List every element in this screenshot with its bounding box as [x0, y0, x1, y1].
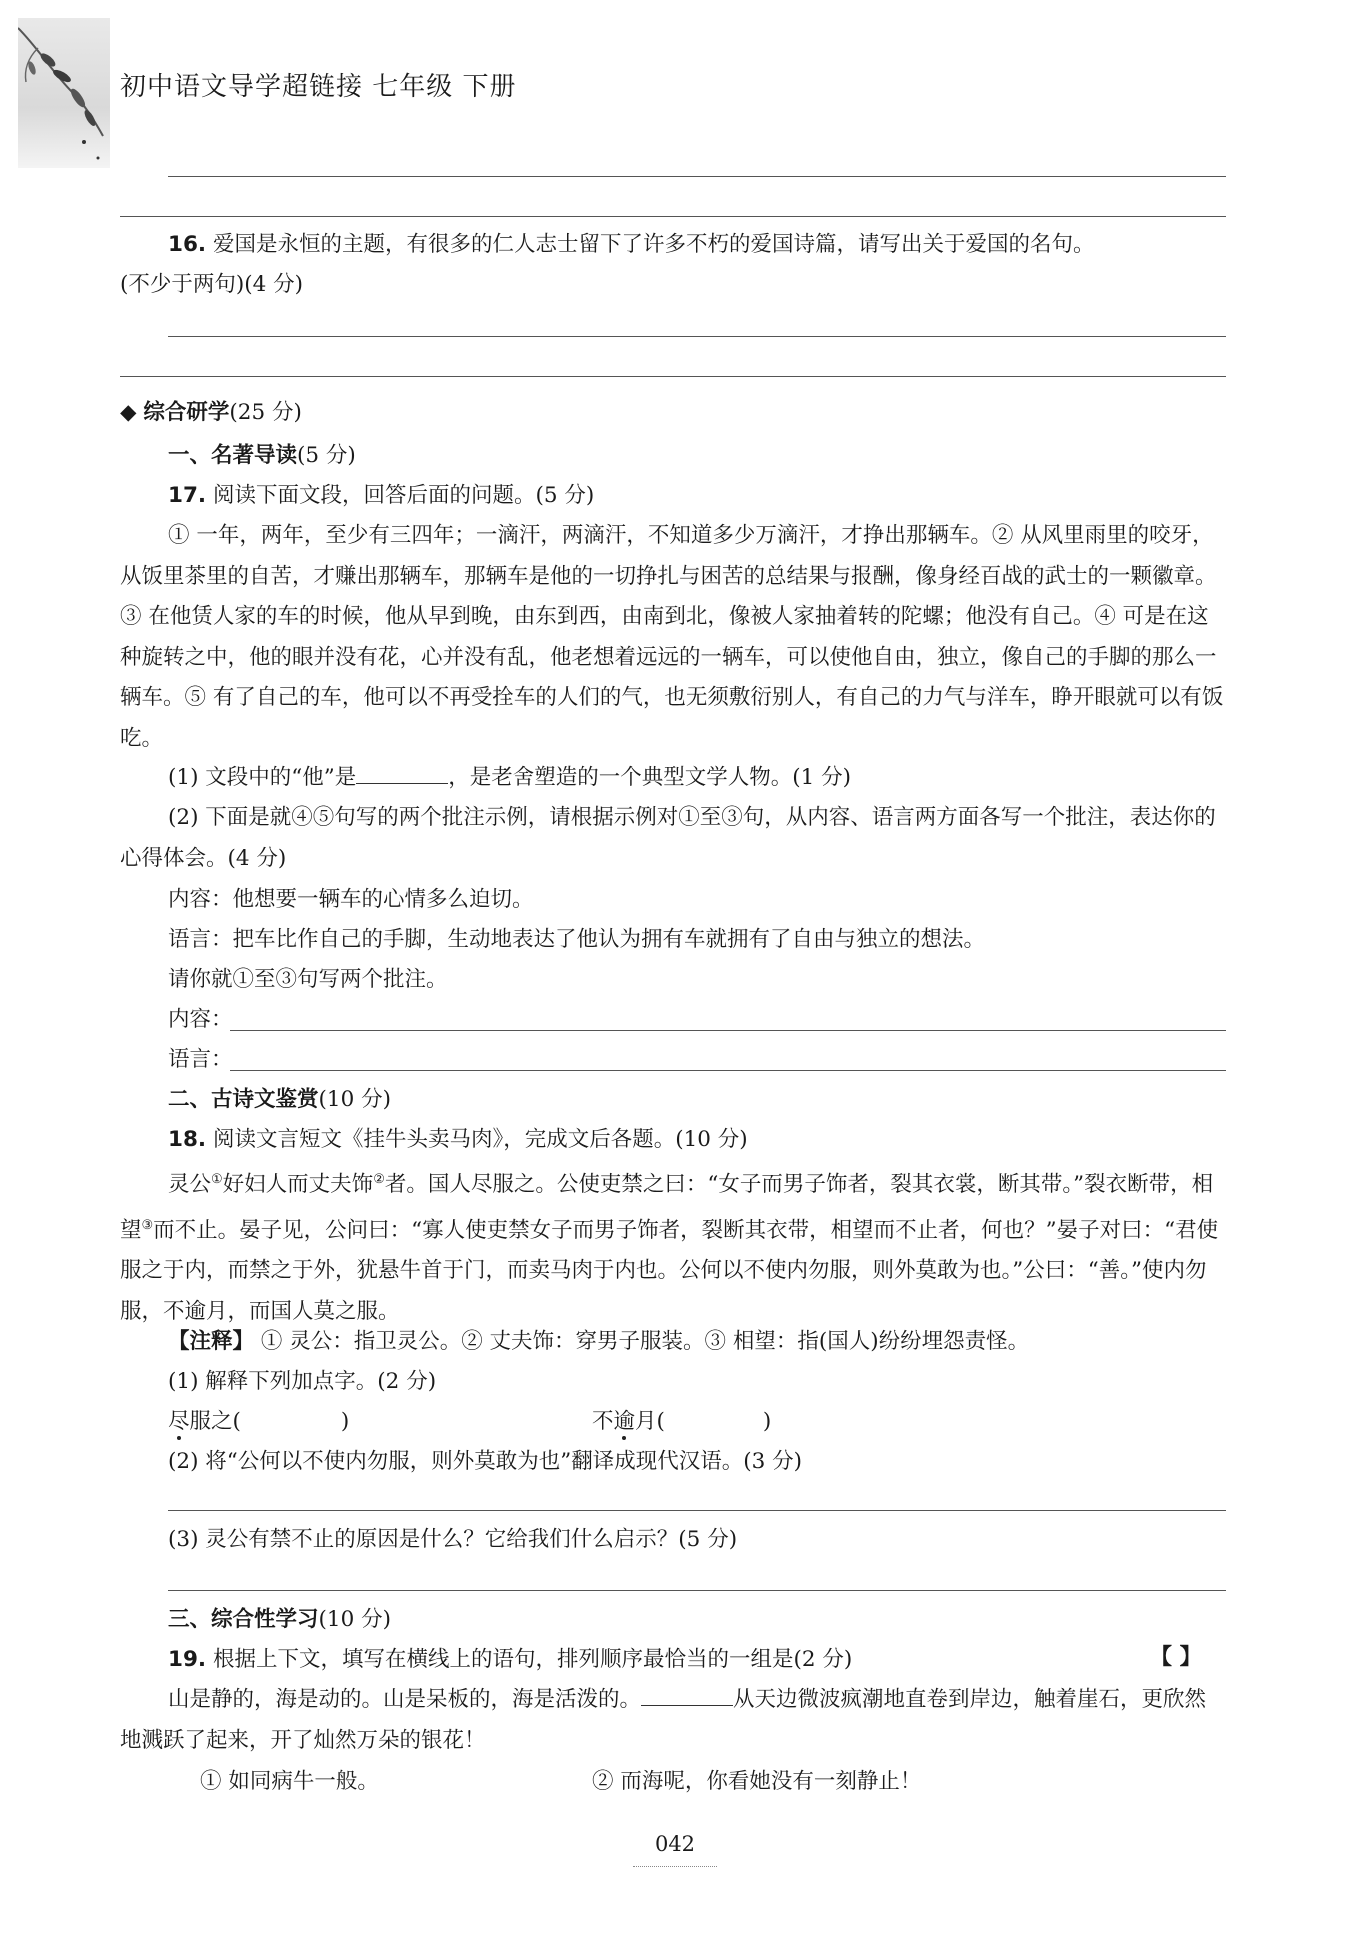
- page-number: 042: [654, 1832, 696, 1856]
- question-17: [168, 476, 1274, 516]
- word-item-2: 不逾月( ): [592, 1409, 772, 1434]
- notes: [168, 1322, 1274, 1362]
- question-number: 17.: [168, 483, 207, 508]
- part-score: (10 分): [318, 1607, 391, 1632]
- q19-passage: 山是静的，海是动的。山是呆板的，海是活泼的。 从天边微波疯潮地直卷到岸边，触着崖石，更欣然地溅跃了起来，开了灿然万朵的银花！: [120, 1680, 1226, 1761]
- fill-blank[interactable]: [641, 1683, 733, 1706]
- part-title: 三、综合性学习: [168, 1607, 319, 1632]
- question-text: 根据上下文，填写在横线上的语句，排列顺序最恰当的一组是(2 分): [212, 1647, 853, 1672]
- question-text: 阅读文言短文《挂牛头卖马肉》，完成文后各题。(10 分): [212, 1127, 748, 1152]
- answer-line: [120, 376, 1226, 377]
- option-1: ① 如同病牛一般。: [200, 1769, 379, 1794]
- part-heading: [168, 1600, 1274, 1640]
- sub-question-text: ，是老舍塑造的一个典型文学人物。(1 分): [448, 765, 852, 790]
- part-heading: [168, 436, 1274, 476]
- note-text: ① 灵公：指卫灵公。② 丈夫饰：穿男子服装。③ 相望：指(国人)纷纷埋怨责怪。: [260, 1329, 1030, 1354]
- question-text: 阅读下面文段，回答后面的问题。(5 分): [212, 483, 595, 508]
- part-heading: [168, 1080, 1274, 1120]
- corner-ink-painting: [18, 18, 110, 168]
- question-18: [168, 1120, 1274, 1160]
- word-item-1: 尽服之( ): [168, 1409, 350, 1434]
- option-2: ② 而海呢，你看她没有一刻静止！: [592, 1769, 922, 1794]
- classical-passage: 灵公①好妇人而丈夫饰②者。国人尽服之。公使吏禁之曰：“女子而男子饰者，裂其衣裳，断其带。”裂衣断带，相望③而不止。晏子见，公问曰：“寡人使吏禁女子而男子饰者，裂断其衣带，相望而不止者，何也？”晏子对曰：“君使服之于内，而禁之于外，犹悬牛首于门，而卖马肉于内也。公何以不使内勿服，则外莫敢为也。”公曰：“善。”使内勿服，不逾月，而国人莫之服。: [120, 1172, 1219, 1324]
- answer-line: [120, 216, 1226, 217]
- question-16-cont: (不少于两句)(4 分): [120, 272, 304, 297]
- answer-bracket[interactable]: 【 】: [1150, 1645, 1202, 1670]
- question-16: [120, 225, 1226, 265]
- answer-line-content[interactable]: [230, 1030, 1226, 1031]
- sub-question-1: (1) 解释下列加点字。(2 分): [168, 1369, 437, 1394]
- passage: ① 一年，两年，至少有三四年；一滴汗，两滴汗，不知道多少万滴汗，才挣出那辆车。② 从风里雨里的咬牙，从饭里茶里的自苦，才赚出那辆车，那辆车是他的一切挣扎与困苦的总结果与报酬，像身经百战的武士的一颗徽章。③ 在他赁人家的车的时候，他从早到晚，由东到西，由南到北，像被人家抽着转的陀螺；他没有自己。④ 可是在这种旋转之中，他的眼并没有花，心并没有乱，他老想着远远的一辆车，可以使他自由，独立，像自己的手脚的那么一辆车。⑤ 有了自己的车，他可以不再受拴车的人们的气，也无须敷衍别人，有自己的力气与洋车，睁开眼就可以有饭吃。: [120, 523, 1224, 751]
- answer-line: [168, 336, 1226, 337]
- annotation-prompt: 请你就①至③句写两个批注。: [168, 967, 448, 992]
- sub-question-3: (3) 灵公有禁不止的原因是什么？它给我们什么启示？(5 分): [168, 1527, 738, 1552]
- branch-illustration: [18, 18, 110, 168]
- example-content: 内容：他想要一辆车的心情多么迫切。: [168, 887, 534, 912]
- sub-question-2: (2) 将“公何以不使内勿服，则外莫敢为也”翻译成现代汉语。(3 分): [168, 1449, 803, 1474]
- answer-line: [168, 176, 1226, 177]
- sub-question-2: (2) 下面是就④⑤句写的两个批注示例，请根据示例对①至③句，从内容、语言两方面各写一个批注，表达你的心得体会。(4 分): [120, 805, 1216, 871]
- part-title: 一、名著导读: [168, 443, 298, 468]
- answer-line[interactable]: [168, 1590, 1226, 1591]
- section-title: 综合研学: [143, 400, 230, 425]
- diamond-icon: ◆: [120, 400, 137, 425]
- answer-line-language[interactable]: [230, 1070, 1226, 1071]
- label-content: 内容：: [168, 1007, 233, 1032]
- section-heading: [120, 393, 1226, 433]
- question-number: 16.: [168, 232, 207, 257]
- part-title: 二、古诗文鉴赏: [168, 1087, 319, 1112]
- question-number: 18.: [168, 1127, 207, 1152]
- section-score: (25 分): [229, 400, 302, 425]
- sub-question-1: [168, 758, 1274, 798]
- question-19: [168, 1640, 1274, 1680]
- fill-blank[interactable]: [356, 761, 448, 784]
- book-title: 初中语文导学超链接 七年级 下册: [120, 72, 517, 102]
- answer-line[interactable]: [168, 1510, 1226, 1511]
- note-label: 【注释】: [168, 1329, 255, 1354]
- label-language: 语言：: [168, 1047, 233, 1072]
- sub-question-text: (1) 文段中的“他”是: [168, 765, 357, 790]
- part-score: (5 分): [297, 443, 356, 468]
- part-score: (10 分): [318, 1087, 391, 1112]
- page-divider: [633, 1866, 717, 1867]
- question-number: 19.: [168, 1647, 207, 1672]
- example-language: 语言：把车比作自己的手脚，生动地表达了他认为拥有车就拥有了自由与独立的想法。: [168, 927, 986, 952]
- question-text: 爱国是永恒的主题，有很多的仁人志士留下了许多不朽的爱国诗篇，请写出关于爱国的名句。: [212, 232, 1095, 257]
